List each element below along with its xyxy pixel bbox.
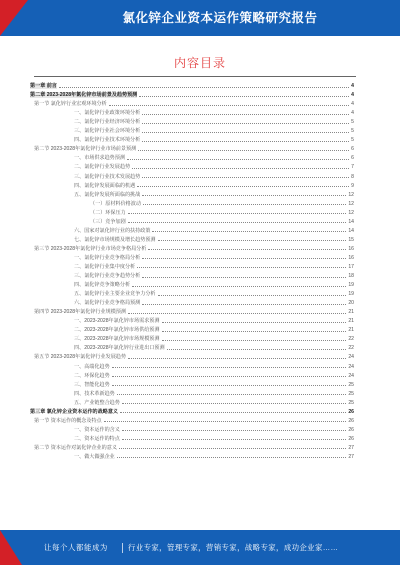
toc-leader-dots [122, 403, 346, 404]
toc-leader-dots [142, 195, 346, 196]
footer-divider [122, 543, 123, 553]
toc-entry-label: 一、氯化锌行业政策环境分析 [74, 110, 141, 117]
toc-entry[interactable] [30, 80, 354, 89]
toc-entry-label: 四、2023-2028年氯化锌行业进出口预测 [74, 345, 165, 352]
toc-leader-dots [128, 213, 347, 214]
toc-entry-page: 4 [351, 110, 354, 117]
toc-entry-page: 12 [348, 191, 354, 198]
toc-entry-page: 24 [348, 354, 354, 361]
toc-leader-dots [128, 313, 346, 314]
toc-entry-label: 一、市场供求趋势预测 [74, 155, 125, 162]
toc-entry-label: 二、资本运作的特点 [74, 435, 120, 442]
toc-entry[interactable] [30, 388, 354, 397]
toc-entry[interactable] [30, 225, 354, 234]
toc-leader-dots [142, 141, 349, 142]
toc-entry-page: 5 [351, 128, 354, 135]
toc-leader-dots [128, 358, 346, 359]
toc-leader-dots [122, 430, 346, 431]
toc-entry-label: 一、氯化锌行业竞争格局分析 [74, 254, 141, 261]
toc-leader-dots [137, 186, 349, 187]
toc-entry-page: 16 [348, 254, 354, 261]
toc-entry-page: 26 [348, 426, 354, 433]
toc-entry[interactable] [30, 397, 354, 406]
toc-entry-page: 22 [348, 336, 354, 343]
toc-entry[interactable] [30, 152, 354, 161]
toc-entry-page: 12 [348, 209, 354, 216]
toc-entry-label: 一、高端化趋势 [74, 363, 110, 370]
toc-leader-dots [122, 439, 346, 440]
toc-leader-dots [137, 267, 346, 268]
toc-entry-label: 五、氯化锌发展所面临的挑战 [74, 191, 141, 198]
toc-entry[interactable] [30, 98, 354, 107]
toc-entry-label: 第三章 氯化锌企业资本运作的战略意义 [30, 408, 119, 415]
toc-entry[interactable] [30, 288, 354, 297]
toc-entry[interactable] [30, 279, 354, 288]
toc-entry-page: 5 [351, 119, 354, 126]
toc-entry[interactable] [30, 315, 354, 324]
toc-entry-page: 27 [348, 453, 354, 460]
toc-entry-label: 四、技术革新趋势 [74, 390, 115, 397]
toc-entry-label: 第一章 前言 [30, 83, 57, 90]
toc-leader-dots [142, 277, 346, 278]
toc-entry-label: 二、氯化锌行业集中度分析 [74, 263, 136, 270]
toc-entry[interactable] [30, 415, 354, 424]
toc-entry-page: 20 [348, 300, 354, 307]
toc-entry[interactable] [30, 252, 354, 261]
toc-entry-page: 4 [351, 92, 354, 99]
toc-leader-dots [112, 385, 347, 386]
toc-entry-page: 22 [348, 345, 354, 352]
toc-entry[interactable] [30, 189, 354, 198]
toc-entry-label: 三、氯化锌行业技术发展趋势 [74, 173, 141, 180]
toc-entry-page: 21 [348, 327, 354, 334]
toc-leader-dots [142, 304, 346, 305]
toc-entry-label: （一）原材料价格波动 [90, 200, 141, 207]
toc-entry[interactable] [30, 116, 354, 125]
toc-leader-dots [112, 367, 347, 368]
toc-entry-label: 第二章 2023-2028年氯化锌市场前景及趋势预测 [30, 92, 138, 99]
toc-entry-page: 25 [348, 399, 354, 406]
toc-leader-dots [143, 204, 346, 205]
toc-entry[interactable] [30, 379, 354, 388]
toc-entry-page: 25 [348, 381, 354, 388]
toc-entry-label: 三、氯化锌行业竞争趋势分析 [74, 273, 141, 280]
toc-entry-page: 24 [348, 372, 354, 379]
footer-slogan: 让每个人都能成为 [44, 543, 108, 552]
toc-entry-label: 第一节 资本运作的概念及特点 [34, 417, 102, 424]
toc-entry[interactable] [30, 180, 354, 189]
toc-entry-label: 第四节 2023-2028年氯化锌行业规模预测 [34, 309, 126, 316]
toc-entry-label: 二、氯化锌行业发展趋势 [74, 164, 131, 171]
toc-entry-label: 第二节 资本运作对氯化锌企业的意义 [34, 444, 117, 451]
toc-leader-dots [117, 394, 347, 395]
toc-leader-dots [59, 87, 349, 88]
toc-entry-page: 5 [351, 137, 354, 144]
toc-entry-page: 24 [348, 363, 354, 370]
toc-divider [34, 76, 356, 77]
toc-entry[interactable] [30, 207, 354, 216]
toc-leader-dots [142, 123, 349, 124]
toc-entry[interactable] [30, 107, 354, 116]
toc-entry-page: 21 [348, 318, 354, 325]
toc-entry-page: 21 [348, 309, 354, 316]
toc-entry-label: 二、氯化锌行业经济环境分析 [74, 119, 141, 126]
toc-entry-page: 4 [351, 101, 354, 108]
toc-entry-label: 四、氯化锌竞争策略分析 [74, 282, 131, 289]
toc-entry-label: 四、氯化锌发展面临的机遇 [74, 182, 136, 189]
toc-entry[interactable] [30, 433, 354, 442]
toc-entry[interactable] [30, 451, 354, 460]
toc-entry-page: 26 [348, 408, 354, 415]
toc-entry[interactable] [30, 370, 354, 379]
toc-entry[interactable] [30, 243, 354, 252]
toc-entry-label: 六、国家对氯化锌行业的扶持政策 [74, 227, 151, 234]
toc-leader-dots [142, 132, 349, 133]
footer-red-triangle [0, 530, 22, 565]
toc-leader-dots [162, 322, 347, 323]
toc-leader-dots [152, 231, 346, 232]
toc-entry-page: 14 [348, 227, 354, 234]
toc-entry[interactable] [30, 424, 354, 433]
toc-entry-label: 二、环保化趋势 [74, 372, 110, 379]
header-banner [0, 0, 400, 36]
toc-entry[interactable] [30, 442, 354, 451]
toc-entry[interactable] [30, 333, 354, 342]
toc-entry-label: 七、氯化锌市场规模及增长趋势预测 [74, 236, 156, 243]
toc-leader-dots [138, 150, 349, 151]
toc-entry-label: 三、氯化锌行业社会环境分析 [74, 128, 141, 135]
toc-leader-dots [104, 421, 347, 422]
toc-entry-page: 19 [348, 282, 354, 289]
toc-leader-dots [142, 114, 349, 115]
toc-entry[interactable] [30, 234, 354, 243]
toc-entry-label: 六、氯化锌行业竞争格局预测 [74, 300, 141, 307]
toc-entry-page: 16 [348, 245, 354, 252]
toc-entry[interactable] [30, 360, 354, 369]
toc-leader-dots [117, 457, 347, 458]
toc-entry-label: 第二节 2023-2028年氯化锌行业市场前景预测 [34, 146, 137, 153]
toc-entry-label: 四、氯化锌行业技术环境分析 [74, 137, 141, 144]
toc-entry[interactable] [30, 89, 354, 98]
toc-leader-dots [142, 258, 346, 259]
report-title: 氯化锌企业资本运作策略研究报告 [122, 11, 318, 25]
toc-leader-dots [142, 177, 349, 178]
toc-entry[interactable] [30, 134, 354, 143]
toc-leader-dots [158, 240, 347, 241]
toc-leader-dots [162, 331, 347, 332]
toc-entry-label: 第五节 2023-2028年氯化锌行业发展趋势 [34, 354, 126, 361]
toc-entry[interactable] [30, 216, 354, 225]
toc-leader-dots [127, 159, 349, 160]
toc-entry-label: 第一节 氯化锌行业宏观环境分析 [34, 101, 107, 108]
toc-entry-page: 26 [348, 435, 354, 442]
toc-leader-dots [158, 295, 347, 296]
toc-entry-page: 18 [348, 273, 354, 280]
toc-entry-page: 6 [351, 155, 354, 162]
toc-leader-dots [162, 340, 347, 341]
toc-entry[interactable] [30, 261, 354, 270]
toc-entry-page: 25 [348, 390, 354, 397]
toc-entry-label: 三、2023-2028年氯化锌市场规模预测 [74, 336, 160, 343]
toc-entry-page: 7 [351, 164, 354, 171]
toc-entry-page: 19 [348, 291, 354, 298]
toc-leader-dots [148, 249, 346, 250]
toc-entry[interactable] [30, 351, 354, 360]
toc-leader-dots [167, 349, 347, 350]
toc-heading: 内容目录 [173, 56, 226, 70]
toc-entry-label: 三、智能化趋势 [74, 381, 110, 388]
toc-leader-dots [112, 376, 347, 377]
toc-entry-label: （二）环保压力 [90, 209, 126, 216]
header-red-triangle [0, 0, 28, 36]
toc-entry-page: 27 [348, 444, 354, 451]
toc-entry[interactable] [30, 306, 354, 315]
toc-entry-label: 五、产业链整合趋势 [74, 399, 120, 406]
toc-entry-label: 五、氯化锌行业主要企业竞争力分析 [74, 291, 156, 298]
toc-entry-page: 8 [351, 173, 354, 180]
toc-entry-label: 一、资本运作的含义 [74, 426, 120, 433]
toc-entry[interactable] [30, 170, 354, 179]
footer-subtitle: 行业专家，管理专家，营销专家，战略专家，成功企业家…… [128, 543, 339, 552]
toc-entry-page: 17 [348, 263, 354, 270]
toc-entry[interactable] [30, 125, 354, 134]
toc-entry[interactable] [30, 161, 354, 170]
toc-entry[interactable] [30, 143, 354, 152]
toc-entry-page: 6 [351, 146, 354, 153]
toc-entry[interactable] [30, 342, 354, 351]
toc-leader-dots [128, 222, 347, 223]
toc-entry[interactable] [30, 324, 354, 333]
toc-entry-label: 第三节 2023-2028年氯化锌行业市场竞争格局分析 [34, 245, 147, 252]
toc-leader-dots [109, 105, 349, 106]
toc-leader-dots [120, 412, 346, 413]
toc-leader-dots [132, 286, 346, 287]
toc-entry-page: 9 [351, 182, 354, 189]
toc-entry-label: 一、2023-2028年氯化锌市场需求预测 [74, 318, 160, 325]
toc-list [30, 80, 354, 460]
toc-entry[interactable] [30, 270, 354, 279]
toc-entry-page: 26 [348, 417, 354, 424]
toc-entry-page: 12 [348, 200, 354, 207]
toc-leader-dots [119, 448, 346, 449]
toc-entry[interactable] [30, 406, 354, 415]
toc-entry[interactable] [30, 198, 354, 207]
toc-leader-dots [139, 96, 349, 97]
toc-entry-label: 二、2023-2028年氯化锌市场供给预测 [74, 327, 160, 334]
toc-entry-label: 一、做大做强企业 [74, 453, 115, 460]
footer-banner [0, 530, 400, 565]
toc-entry-page: 14 [348, 218, 354, 225]
toc-entry-page: 4 [351, 83, 354, 90]
toc-entry-label: （三）竞争加剧 [90, 218, 126, 225]
toc-entry[interactable] [30, 297, 354, 306]
toc-entry-page: 15 [348, 236, 354, 243]
toc-leader-dots [132, 168, 349, 169]
